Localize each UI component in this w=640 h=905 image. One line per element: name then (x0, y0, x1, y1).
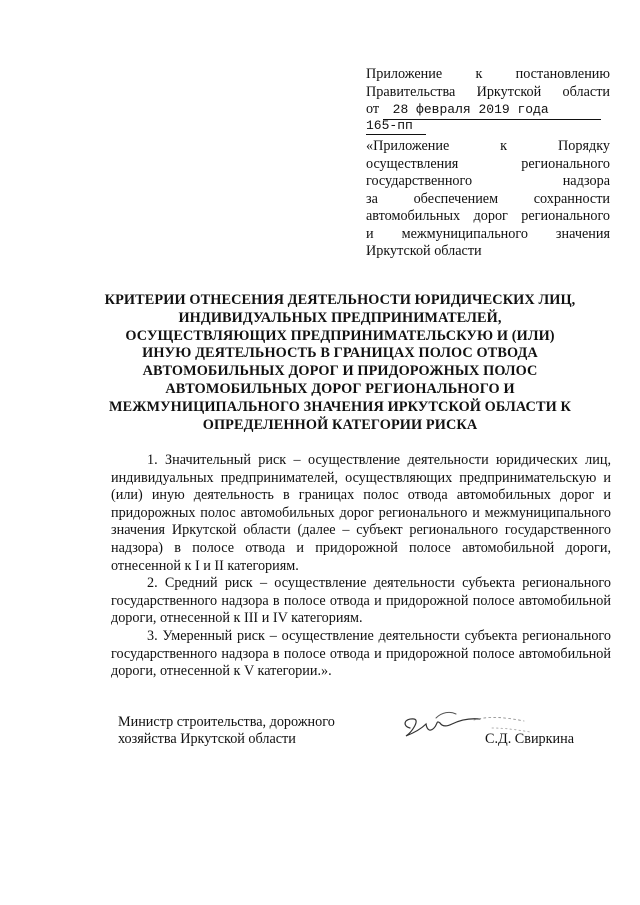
order-appendix-line: за обеспечением сохранности (366, 190, 610, 207)
order-appendix-line: и межмуниципального значения (366, 225, 610, 242)
order-appendix-line: Иркутской области (366, 243, 482, 259)
appendix-header (366, 66, 610, 120)
date-value: 28 февраля 2019 года (383, 101, 601, 120)
date-prefix: от (366, 101, 380, 117)
appendix-date-row (366, 101, 610, 120)
order-appendix-line: государственного надзора (366, 173, 610, 189)
signatory-position (118, 714, 368, 748)
order-appendix-line: «Приложение к Порядку (366, 138, 610, 154)
resolution-number: 165-пп (366, 118, 426, 135)
appendix-header-line-1: Приложение к постановлению (366, 66, 610, 82)
signatory-position-line-2: хозяйства Иркутской области (118, 731, 296, 747)
order-appendix-line: автомобильных дорог регионального (366, 208, 610, 224)
order-appendix-line: осуществления регионального (366, 155, 610, 172)
order-appendix (366, 138, 610, 261)
document-body (111, 452, 611, 681)
paragraph-2: 2. Средний риск – осуществление деятельности субъекта регионального государственного надзора в полосе отвода и придорожной полосе автомобильной дороги, отнесенной к III и IV категориям. (111, 575, 611, 627)
signatory-name: С.Д. Свиркина (485, 731, 575, 747)
document-title: КРИТЕРИИ ОТНЕСЕНИЯ ДЕЯТЕЛЬНОСТИ ЮРИДИЧЕСКИХ ЛИЦ, ИНДИВИДУАЛЬНЫХ ПРЕДПРИНИМАТЕЛЕЙ, ОСУЩЕСТВЛЯЮЩИХ ПРЕДПРИНИМАТЕЛЬСКУЮ И (ИЛИ) ИНУЮ ДЕЯТЕЛЬНОСТЬ В ГРАНИЦАХ ПОЛОС ОТВОДА АВТОМОБИЛЬНЫХ ДОРОГ И ПРИДОРОЖНЫХ ПОЛОС АВТОМОБИЛЬНЫХ ДОРОГ РЕГИОНАЛЬНОГО И МЕЖМУНИЦИПАЛЬНОГО ЗНАЧЕНИЯ ИРКУТСКОЙ ОБЛАСТИ К ОПРЕДЕЛЕННОЙ КАТЕГОРИИ РИСКА (104, 292, 576, 433)
paragraph-1: 1. Значительный риск – осуществление деятельности юридических лиц, индивидуальных предпринимателей, осуществляющих предпринимательскую и (или) иную деятельность в границах полос отвода автомобильных дорог и придорожных полос автомобильных дорог регионального и межмуниципального значения Иркутской области (далее – субъект регионального государственного надзора) в полосе отвода и придорожной полосе автомобильной дороги, отнесенной к I и II категориям. (111, 452, 611, 574)
signatory-position-line-1: Министр строительства, дорожного (118, 714, 335, 730)
paragraph-3: 3. Умеренный риск – осуществление деятельности субъекта регионального государственного надзора в полосе отвода и придорожной полосе автомобильной дороги, отнесенной к V категории.». (111, 627, 611, 680)
appendix-header-line-2: Правительства Иркутской области (366, 83, 610, 100)
